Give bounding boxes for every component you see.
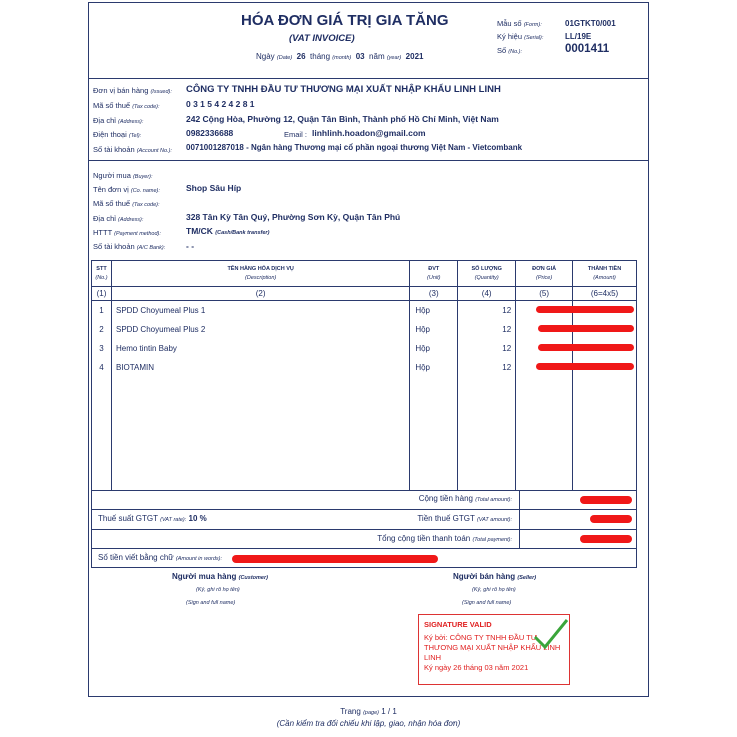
footer-note: (Cần kiểm tra đối chiếu khi lập, giao, nhận hóa đơn)	[276, 719, 461, 728]
date-en: (Date)	[276, 55, 293, 61]
row-desc: SPDD Choyumeal Plus 2	[111, 320, 409, 339]
redaction	[590, 515, 632, 523]
digital-signature-box	[418, 614, 570, 685]
row-qty: 12	[458, 358, 516, 377]
invoice-date	[256, 52, 423, 61]
row-qty: 12	[458, 320, 516, 339]
row-no: 4	[92, 358, 112, 377]
seller-sign-note: (Ký, ghi rõ họ tên)	[472, 587, 516, 593]
year-label: năm	[369, 52, 385, 61]
index-cell: (4)	[458, 287, 516, 301]
seller-account: 0071001287018 - Ngân hàng Thương mại cổ phần ngoại thương Việt Nam - Vietcombank	[186, 143, 523, 152]
buyer-signature-title: Người mua hàng (Customer)	[172, 572, 268, 581]
index-cell: (3)	[410, 287, 458, 301]
year: 2021	[405, 52, 424, 61]
redaction	[580, 535, 632, 543]
row-unit: Hộp	[410, 320, 458, 339]
payment-method-label: HTTT (Payment method):	[93, 228, 161, 237]
redaction	[536, 363, 634, 370]
invoice-title: HÓA ĐƠN GIÁ TRỊ GIA TĂNG	[241, 12, 449, 29]
row-unit: Hộp	[410, 339, 458, 358]
redaction	[536, 306, 634, 313]
signed-by: Ký bởi: CÔNG TY TNHH ĐẦU TƯ THƯƠNG MẠI XUẤT NHẬP KHẨU LINH LINH	[424, 633, 561, 662]
no-label: Số (No.):	[497, 46, 523, 55]
index-cell: (1)	[92, 287, 112, 301]
vat-rate: Thuế suất GTGT (VAT rate): 10 %	[98, 514, 207, 523]
divider	[88, 78, 649, 79]
row-no: 2	[92, 320, 112, 339]
month: 03	[355, 52, 365, 61]
total-payment-row	[91, 530, 637, 549]
row-qty: 12	[458, 301, 516, 320]
serial-value: LL/19E	[565, 32, 592, 41]
col-header: ĐƠN GIÁ (Price)	[516, 261, 573, 287]
row-desc: BIOTAMIN	[111, 358, 409, 377]
row-unit: Hộp	[410, 358, 458, 377]
buyer-company: Shop Sâu Híp	[186, 183, 242, 193]
seller-label: Đơn vị bán hàng (Issued):	[93, 86, 172, 95]
signed-date: Ký ngày 26 tháng 03 năm 2021	[424, 663, 529, 672]
signature-valid: SIGNATURE VALID	[424, 620, 492, 629]
month-en: (month)	[332, 55, 352, 61]
vat-amount-label: Tiền thuế GTGT (VAT amount):	[417, 514, 512, 523]
buyer-bank-label: Số tài khoản (A/C Bank):	[93, 242, 166, 251]
col-header: SỐ LƯỢNG (Quantity)	[458, 261, 516, 287]
col-header: TÊN HÀNG HÓA DỊCH VỤ (Description)	[111, 261, 409, 287]
buyer-sign-note-en: (Sign and full name)	[186, 600, 236, 606]
col-header: THÀNH TIỀN (Amount)	[573, 261, 637, 287]
date-label: Ngày	[256, 52, 275, 61]
seller-address: 242 Cộng Hòa, Phường 12, Quận Tân Bình, Thành phố Hồ Chí Minh, Việt Nam	[186, 114, 499, 124]
buyer-address: 328 Tân Kỳ Tân Quý, Phường Sơn Kỳ, Quận Tân Phú	[186, 212, 401, 222]
payment-method: TM/CK (Cash/Bank transfer)	[186, 226, 270, 236]
vat-row	[91, 510, 637, 530]
checkmark-icon	[531, 617, 571, 651]
index-row	[92, 287, 637, 301]
row-no: 1	[92, 301, 112, 320]
month-label: tháng	[310, 52, 331, 61]
redaction	[538, 344, 634, 351]
redaction	[538, 325, 634, 332]
form-value: 01GTKT0/001	[565, 19, 616, 28]
divider	[88, 160, 649, 161]
buyer-co-label: Tên đơn vị (Co. name):	[93, 185, 160, 194]
index-cell: (5)	[516, 287, 573, 301]
redaction	[580, 496, 632, 504]
email-label: Email :	[284, 130, 307, 139]
row-desc: SPDD Choyumeal Plus 1	[111, 301, 409, 320]
day: 26	[296, 52, 306, 61]
seller-email: linhlinh.hoadon@gmail.com	[312, 128, 426, 138]
row-no: 3	[92, 339, 112, 358]
row-qty: 12	[458, 339, 516, 358]
seller-tax: 0 3 1 5 4 2 4 2 8 1	[186, 99, 255, 109]
form-label: Mẫu số (Form):	[497, 19, 542, 28]
items-table	[91, 260, 637, 491]
buyer-sign-note: (Ký, ghi rõ họ tên)	[196, 587, 240, 593]
empty-rows	[92, 377, 637, 491]
seller-acc-label: Số tài khoản (Account No.):	[93, 145, 172, 154]
row-desc: Hemo tintin Baby	[111, 339, 409, 358]
seller-signature-title: Người bán hàng (Seller)	[453, 572, 537, 581]
total-amount-label: Cộng tiền hàng (Total amount):	[418, 494, 512, 503]
table-header	[92, 261, 637, 287]
buyer-addr-label: Địa chỉ (Address):	[93, 214, 144, 223]
seller-name: CÔNG TY TNHH ĐẦU TƯ THƯƠNG MẠI XUẤT NHẬP KHẨU LINH LINH	[186, 84, 501, 95]
seller-tax-label: Mã số thuế (Tax code):	[93, 101, 160, 110]
buyer-bank: - -	[186, 241, 195, 251]
row-unit: Hộp	[410, 301, 458, 320]
amount-words-label: Số tiền viết bằng chữ (Amount in words):	[98, 553, 223, 562]
index-cell: (2)	[111, 287, 409, 301]
redaction	[232, 555, 438, 563]
serial-label: Ký hiệu (Serial):	[497, 32, 544, 41]
total-amount-row	[91, 490, 637, 510]
seller-sign-note-en: (Sign and full name)	[462, 600, 512, 606]
buyer-label: Người mua (Buyer):	[93, 171, 153, 180]
col-header: ĐVT (Unit)	[410, 261, 458, 287]
seller-addr-label: Địa chỉ (Address):	[93, 116, 144, 125]
total-payment-label: Tổng cộng tiền thanh toán (Total payment):	[377, 534, 512, 543]
invoice-subtitle: (VAT INVOICE)	[289, 33, 355, 44]
year-en: (year)	[386, 55, 402, 61]
seller-tel: 0982336688	[186, 128, 234, 138]
index-cell: (6=4x5)	[573, 287, 637, 301]
col-header: STT (No.)	[92, 261, 112, 287]
invoice-number: 0001411	[565, 43, 610, 55]
seller-tel-label: Điện thoại (Tel):	[93, 130, 142, 139]
buyer-tax-label: Mã số thuế (Tax code):	[93, 199, 160, 208]
page-number: Trang (page) 1 / 1	[340, 707, 397, 716]
